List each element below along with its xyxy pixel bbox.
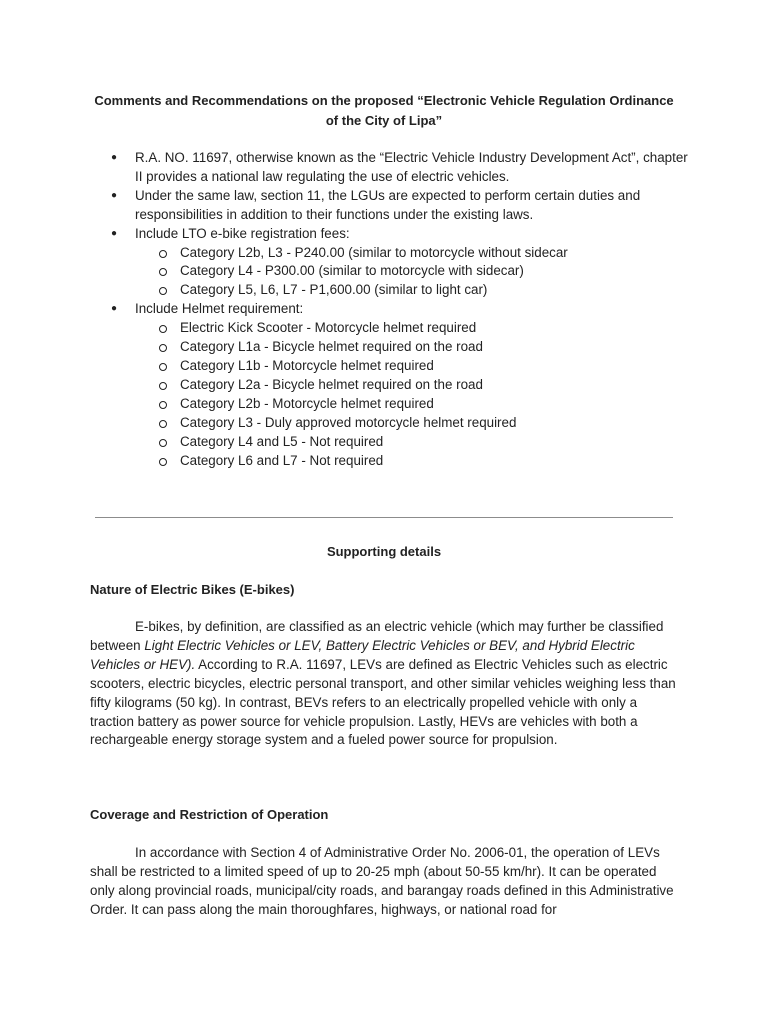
sub-list-item: Category L2b - Motorcycle helmet required	[135, 395, 690, 414]
document-title: Comments and Recommendations on the proposed “Electronic Vehicle Regulation Ordinance of the City of Lipa”	[94, 93, 674, 128]
supporting-details-heading: Supporting details	[326, 544, 442, 559]
sub-list-item: Category L1a - Bicycle helmet required on the road	[135, 338, 690, 357]
sub-list-item: Category L3 - Duly approved motorcycle helmet required	[135, 414, 690, 433]
paragraph-ebikes	[90, 618, 680, 750]
section-heading-ebikes: Nature of Electric Bikes (E-bikes)	[90, 582, 295, 597]
list-item-text: Under the same law, section 11, the LGUs are expected to perform certain duties and responsibilities in addition to their functions under the existing laws.	[135, 187, 641, 222]
list-item-text: Include Helmet requirement:	[135, 301, 304, 317]
paragraph-coverage: In accordance with Section 4 of Administrative Order No. 2006-01, the operation of LEVs shall be restricted to a limited speed of up to 20-25 mph (about 50-55 km/hr). It can be operated only along provincial roads, municipal/city roads, and barangay roads defined in this Administrative Order. It can pass along the main thoroughfares, highways, or national road for	[90, 845, 674, 917]
recommendations-list	[90, 149, 690, 470]
list-item	[90, 225, 690, 301]
sub-list-item: Category L6 and L7 - Not required	[135, 452, 690, 471]
list-item-text: Include LTO e-bike registration fees:	[135, 225, 350, 241]
paragraph-text: According to R.A. 11697, LEVs are defined as Electric Vehicles such as electric scooters, electric bicycles, electric personal transport, and other similar vehicles weighing less than fifty kilograms (50 kg). In contrast, BEVs refers to an electrically propelled vehicle with only a traction battery as power source for vehicle propulsion. Lastly, HEVs are vehicles with both a rechargeable energy storage system and a fueled power source for propulsion.	[90, 656, 676, 748]
list-item-text: R.A. NO. 11697, otherwise known as the “Electric Vehicle Industry Development Act”, chapter II provides a national law regulating the use of electric vehicles.	[135, 150, 688, 184]
registration-fees-list	[135, 244, 690, 301]
sub-list-item: Category L4 and L5 - Not required	[135, 433, 690, 452]
section-heading-coverage: Coverage and Restriction of Operation	[90, 807, 329, 822]
sub-list-item: Category L5, L6, L7 - P1,600.00 (similar to light car)	[135, 281, 690, 300]
list-item	[90, 300, 690, 470]
sub-list-item: Category L2b, L3 - P240.00 (similar to motorcycle without sidecar	[135, 244, 690, 263]
list-item	[90, 187, 690, 225]
sub-list-item: Category L4 - P300.00 (similar to motorcycle with sidecar)	[135, 262, 690, 281]
sub-list-item: Category L1b - Motorcycle helmet required	[135, 357, 690, 376]
paragraph-text: E-bikes, by definition, are classified as an electric vehicle (which may further be classified between	[90, 619, 664, 653]
paragraph-italic-text: Light Electric Vehicles or LEV, Battery Electric Vehicles or BEV, and Hybrid Electric Vehicles or HEV).	[90, 637, 635, 672]
helmet-requirement-list	[135, 319, 690, 470]
list-item	[90, 149, 690, 187]
sub-list-item: Category L2a - Bicycle helmet required on the road	[135, 376, 690, 395]
sub-list-item: Electric Kick Scooter - Motorcycle helmet required	[135, 319, 690, 338]
horizontal-divider	[95, 517, 673, 518]
